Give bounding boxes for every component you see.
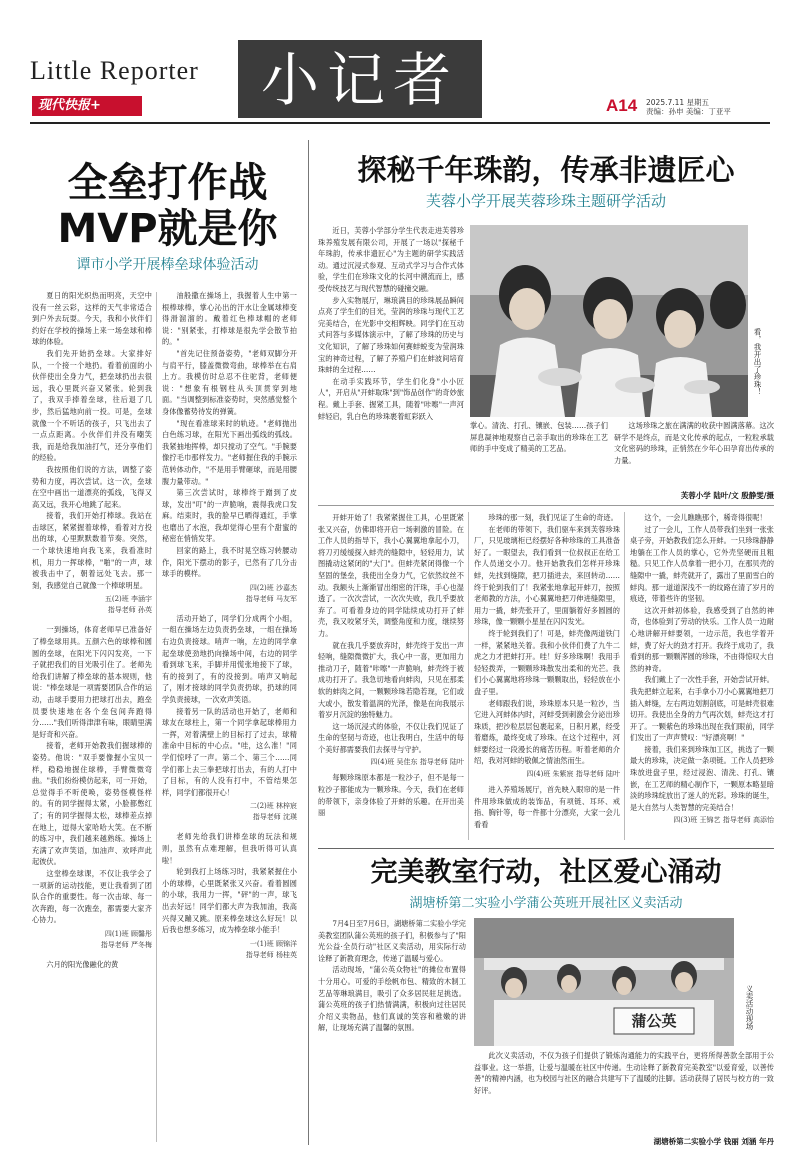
article2-intro-closing [614,420,774,480]
author-byline: 四(1)班 顾馨彤 指导老师 严冬梅 [100,929,152,949]
article3-column-2 [474,1050,774,1136]
paragraph: "现在看准球来时的轨迹。"老师抛出白色练习球，在阳光下画出弧线的弧线。我紧抽地挥棒，却只搅动了空气。"手腕要像拧毛巾那样发力。"老师握住我的手腕示范转体动作，"不是用手臂砸球，而是用腰腹力量带动。" [162,418,297,486]
paragraph: 每颗珍珠原本都是一粒沙子，但不是每一粒沙子都能成为一颗珍珠。今天，我们在老师的带领下，亲身体验了开蚌的乐趣。在开出美丽 [318,773,464,818]
editor-credits: 责编：孙申 美编：丁亚平 [646,107,731,116]
author-byline: 二(2)班 林梓宸 指导老师 沈瑛 [249,802,297,822]
masthead-english-title: Little Reporter [30,56,199,85]
article2-student-column-3 [630,512,774,842]
header-rule [30,122,770,124]
masthead-chinese-title: 小记者 [260,46,459,114]
paragraph: 掌心。清洗、打孔、镶嵌、包装……孩子们屏息凝神地观察自己亲手取出的珍珠在工艺师的手中变成了精美的工艺品。 [470,421,608,454]
paragraph: 进入养殖场展厅，首先映入眼帘的是一件件用珍珠做成的装饰品，有项链、耳环、戒指、胸针等，每一件都十分漂亮，大家一会儿看看 [474,785,620,829]
paragraph: 接着，老师开始教我们握球棒的姿势。他说："双手要像握小宝贝一样，稳稳地握住球棒，手臂微微弯曲。"我们纷纷模仿起来，可一开始，总觉得手不听使唤，姿势怪模怪样的。有的同学握得太紧，小脸都憋红了；有的同学握得太松，球棒差点掉在地上，逗得大家哈哈大笑。在不断的练习中，我们越来越熟练。操场上充满了欢声笑语，加油声、欢呼声此起彼伏。 [32,741,152,867]
paragraph: 接着，我们来到珍珠加工区，挑选了一颗最大的珍珠，决定做一条项链。工作人员把珍珠放进盘子里，经过浸泡、清洗、打孔、镶嵌，在工艺师的精心制作下，一颗原本略显暗淡的珍珠绽放出了迷人的光彩。珍珠的诞生，是大自然与人类智慧的完美结合！ [630,744,774,812]
paragraph: 接着另一队的活动也开始了，老师和球友在球柱上，第一个同学拿起球棒用力一挥，对着满壁上的目标打了过去，球精准命中目标的中心点。"哇，这么准！"同学们惊呼了一声。第二个、第三个……同学们都上去三拳把球打出去，有的人打中了目标，有的人没有打中，不管结果怎样，同学们都很开心！ [162,706,297,797]
charity-sale-photo [474,918,734,1046]
article1-column-2 [162,290,297,1150]
paragraph: 回家的路上，我不时晃空练习转腰动作，阳光下摆动的影子，已然有了几分击球手的模样。 [162,546,297,579]
article1-title-line2: MVP就是你 [57,206,278,252]
paragraph: 7月4日至7月6日，湖塘桥第二实验小学完美教室团队蒲公英班的孩子们，积极参与了"阳光公益·全员行动"社区义卖活动，用实际行动诠释了新教育理念，传递了温暖与爱心。 [318,919,466,963]
author-byline: 四(3)班 王锦艺 指导老师 高添怡 [673,816,774,825]
paragraph: 步入实物展厅，琳琅满目的珍珠展品瞬间点亮了学生们的目光，莹润的珍珠与现代工艺完美结合，在光影中交相辉映。同学们在互动式问答与多媒体演示中，了解了珍珠的历史与文化知识，了解了珍珠如何赛蚌蜕变为莹润珠宝的神奇过程，了解了养殖户们在蚌波间培育珠蚌的全过程…… [318,295,464,375]
article2-intro-column [318,225,464,450]
article2-intro-continued [470,420,608,480]
date-editors [646,98,731,116]
paragraph: 我们先开始扔垒球。大家排好队，一个接一个地扔。看着前面的小伙伴使出全身力气，把垒球扔出去很远，我心里既兴奋又紧张。轮到我了，我双手捧着垒球，往后退了几步，然后猛地向前一投。可是，垒球就像一个不听话的孩子，只飞出去了一点点距离。小伙伴们并没有嘲笑我，而是给我加油打气，还分享他们的经验。 [32,348,152,463]
photo-illustration [474,918,734,1046]
stall-sign: 蒲公英 [631,1012,677,1030]
paragraph: 在老师的带领下，我们驱车来到芙蓉珍珠厂，只见玻璃柜已经摆好各种珍珠的工具准备好了。一眼望去，我们看到一位叔叔正在给工作人员递交小刀。他开始教我们怎样开珍珠蚌，先找到缝隙，把刀插进去，来回转动……终于轮到我们了！我紧张地拿起开蚌刀，按照老师教的方法，小心翼翼地把刀伸进缝隙里，用力一撬，蚌壳张开了，里面躺着好多圆圆的珍珠，像一颗颗小星星在闪闪发光。 [474,524,620,627]
paragraph: 第三次尝试时，球棒终于蹭到了皮球，发出"叮"的一声脆响，震得我虎口发麻。结束时，我的脸早已晒得通红，手掌也磨出了水泡，我却觉得心里有个甜蜜的秘密在悄悄发芽。 [162,488,297,544]
photo-caption: 看，我开出了珍珠！ [753,328,762,396]
photo-credit: 芙蓉小学 陆叶/文 殷静雯/摄 [680,491,774,500]
photo-caption: 义卖活动现场 [745,985,754,1030]
paragraph: 这一场沉浸式的体验，不仅让我们见证了生命的坚韧与奇迹，也让我明白，生活中的每个美好都需要我们去探寻与守护。 [318,721,464,754]
paragraph: 我按照他们说的方法，调整了姿势和力度，再次尝试。这一次，垒球在空中画出一道漂亮的弧线，飞得又高又远，我开心地跳了起来。 [32,464,152,509]
column-divider [468,512,469,840]
paragraph: 终于轮到我们了！可是，蚌壳像两道铁门一样，紧紧地关着。我和小伙伴们费了九牛二虎之力才把蚌打开。哇！好多珍珠啊！我用手轻轻拨弄，一颗颗珍珠散发出柔和的光芒。我们小心翼翼地将珍珠一颗颗取出，轻轻放在小盘子里。 [474,628,620,696]
paragraph: 一到操场，体育老师早已准备好了棒垒球用具。五颜六色的球棒和圆圆的垒球，在阳光下闪闪发亮，一下子就把我们的目光吸引住了。老师先给我们讲解了棒垒球的基本规则，他说："棒垒球是一项需要团队合作的运动，击球手要用力把球打出去，跑垒员要快速地在各个垒包间奔跑得分……"我们听得津津有味，眼睛里满是好奇和兴奋。 [32,625,152,739]
paragraph: 老师跟我们说，珍珠原本只是一粒沙，当它进入河蚌体内时，河蚌受到刺激会分泌出珍珠质，把沙粒层层包裹起来，日积月累，经受着磨炼，最终变成了珍珠。在这个过程中，河蚌要经过一段漫长的痛苦历程。听着老师的介绍，我对河蚌的敬佩之情油然而生。 [474,698,620,766]
paragraph: 就在我几乎要放弃时，蚌壳终于发出一声轻响，缝隙微微扩大，我心中一喜，更加用力推动刀子，随着"咔嚓"一声脆响，蚌壳终于被成功打开了。我急切地看向蚌肉，只见在那柔软的蚌肉之间，一颗颗珍珠若隐若现，它们或大或小，散发着温润的光泽，像是在向我展示着岁月沉淀的独特魅力。 [318,640,464,720]
paragraph: 我们戴上了一次性手套，开始尝试开蚌。我先把蚌立起来，右手拿小刀小心翼翼地把刀插入蚌缝，左右两边划割剖底，可是蚌壳很难切开。我使出全身的力气再次划，蚌壳这才打开了。一颗紫色的珍珠出现在我们眼前，同学们发出了一声声赞叹："好漂亮啊！" [630,675,774,743]
article2-divider [318,505,774,506]
author-byline: 四(4)班 吴佳东 指导老师 陆叶 [370,758,464,767]
column-divider [624,512,625,840]
article1-subtitle: 谭市小学开展棒垒球体验活动 [76,257,259,273]
paragraph: 这堂棒垒球课，不仅让我学会了一项新的运动技能，更让我看到了团队合作的重要性。每一次击球、每一次奔跑，每一次跑垒，都需要大家齐心协力。 [32,868,152,925]
article3-headline: 完美教室行动，社区爱心涌动 [370,857,722,888]
article3-divider [318,848,774,849]
article3-credit: 湖塘桥第二实验小学 钱丽 刘涵 年丹 [653,1137,774,1146]
paragraph: 过了一会儿，工作人员带我们坐到一张张桌子旁，开始教我们怎么开蚌。一只珍珠静静地躺在工作人员的掌心，它外壳坚硬而且粗糙。只见工作人员拿着一把小刀，在那贝壳的缝隙中一撬，蚌壳就开了，露出了里面雪白的蚌肉。那一道道深浅不一的纹路在清了岁月的痕迹，带着些许的坚韧。 [630,524,774,604]
paragraph: 此次义卖活动，不仅为孩子们提供了锻炼沟通能力的实践平台，更将所得善款全部用于公益事业。这一举措，让爱与温暖在社区中传递。生动诠释了新教育完美教室"以爱育爱，以善传善"的精神内涵，也为校园与社区的融合共建写下了温暖的注脚。活动获得了居民与校方的一致好评。 [474,1051,774,1095]
paragraph: 这次开蚌初体验，我感受到了自然的神奇，也体验到了劳动的快乐。工作人员一边耐心地讲解开蚌要领，一边示范，我也学着开蚌，费了好大的劲才打开。我终于成功了，我看到的那一颗颗浑圆的珍珠，不由得惊叹大自然的神奇。 [630,605,774,673]
article2-student-column-2 [474,512,620,842]
paragraph: 近日，芙蓉小学部分学生代表走进芙蓉珍珠养殖发展有限公司，开展了一场以"探秘千年珠韵，传承非遗匠心"为主题的研学实践活动。通过沉浸式参观、互动式学习与合作式体验，学生们在珍珠文化的长河中溯流而上，感受传统技艺与现代智慧的碰撞交融。 [318,226,464,293]
article1-title-line1: 全垒打作战 [67,160,268,206]
paragraph: 珍珠的那一刻，我们见证了生命的奇迹。 [488,513,618,522]
author-byline: 五(2)班 李涵宇 指导老师 孙英 [104,595,152,615]
paragraph: 六月的阳光像融化的黄 [46,959,119,969]
paragraph: 这场珍珠之旅在满满的收获中圆满落幕。这次研学不是终点，而是文化传承的起点，一粒粒承载文化密码的珍珠，正悄然在少年心田孕育出传承的力量。 [614,421,774,465]
brand-logo: 现代快报+ [32,96,142,116]
paragraph: 油般撒在操场上，我握着人生中第一根棒球棒，掌心沁出的汗水让金属球棒变得滑溜溜的。戴着红色棒球帽的老师说："别紧张，打棒球是很先学会散节拍的。" [162,291,297,347]
photo-illustration [470,225,748,417]
article2-subtitle: 芙蓉小学开展芙蓉珍珠主题研学活动 [425,192,666,210]
paragraph: 接着，我们开始打棒球。我站在击球区，紧紧握着球棒，看着对方投出的球，心里默默数着节奏。突然，一个球快速地向我飞来，我看准时机，用力一挥球棒，"啪"的一声，球被我击中了，朝着远处飞去。那一刻，我感觉自己就像一个棒球明星。 [32,511,152,590]
article1-headline [30,160,305,252]
paragraph: 开蚌开始了！我紧紧握住工具，心里既紧张又兴奋，仿佛即将开启一场刺激的冒险。在工作人员的指导下，我小心翼翼地拿起小刀，将刀刃缓缓探入蚌壳的缝隙中，轻轻用力，试图撬动这紧闭的"大门"。但蚌壳紧闭得像一个坚固的堡垒，我使出全身力气，它依然纹丝不动。我额头上渐渐冒出细密的汗珠，手心也湿透了。一次次尝试，一次次失败，我几乎要放弃了。可看着身边的同学陆续成功打开了蚌壳，我又咬紧牙关，调整角度和力度，继续努力。 [318,513,464,638]
article2-student-column-1 [318,512,464,842]
page-number: A14 [606,96,638,115]
paragraph: 老师先给我们讲棒垒球的玩法和规则，虽然有点难理解，但我听得可认真啦！ [162,832,297,865]
paragraph: 这个，一会儿瞧瞧那个，稀奇得很呢！ [644,513,767,522]
author-byline: 一(1)班 顾锦洋 指导老师 杨桂英 [245,939,297,959]
paragraph: 轮到我打上场练习时，我紧紧握住小小的球棒，心里既紧张又兴奋。看着圆圆的小球，我用力一挥，"砰"的一声，球飞出去好远！同学们都大声为我加油，我高兴得又蹦又跳。原来棒垒球这么好玩！以后我也想多练习，成为棒垒球小能手！ [162,867,297,935]
author-byline: 四(4)班 朱紫宸 指导老师 陆叶 [526,770,620,779]
article3-subtitle: 湖塘桥第二实验小学蒲公英班开展社区义卖活动 [409,896,683,911]
paragraph: "首先记住预备姿势，"老师双脚分开与肩平行，膝盖微微弯曲，球棒举在右肩上方。我模仿时总忍不住驼背，老师便说："想象有根钢柱从头顶贯穿到地面。"当调整到标准姿势时，突然感觉整个身体像蓄势待发的弹簧。 [162,348,297,416]
paragraph: 在动手实践环节，学生们化身"小小匠人"，开启从"开蚌取珠"到"饰品创作"的奇妙旅程。戴上手套、握紧工具，随着"咔嚓"一声河蚌轻启，乳白色的珍珠裹着虹彩跃入 [318,376,464,421]
paragraph: 活动开始了，同学们分成两个小组，一组在操场左边负责扔垒球，一组在操场右边负责接球。哨声一响，左边的同学拿起垒球使劲地扔向操场中间，右边的同学看到球飞来，手脚并用慌张地接下了球，有的接到了，有的没接到。哨声又响起了，刚才接球的同学负责扔球，扔球的同学负责接球，一次欢声笑语。 [162,613,297,704]
article1-column-1 [32,290,152,1150]
author-byline: 四(2)班 沙嘉杰 指导老师 马友军 [245,583,297,603]
article3-column-1 [318,918,466,1128]
paragraph: 活动现场，"蒲公英众物社"的摊位布置得十分用心。可爱的手绘帆布包、精致的木制工艺品等琳琅满目，吸引了众多居民驻足挑选。蒲公英班的孩子们热情满满，积极向过往居民介绍义卖物品，他们真诚的笑容和稚嫩的讲解，让现场充满了温馨的氛围。 [318,965,466,1033]
article2-headline: 探秘千年珠韵，传承非遗匠心 [357,153,735,187]
issue-date: 2025.7.11 星期五 [646,98,710,107]
section-divider [308,140,309,1145]
paragraph: 夏日的阳光炽热而明亮，天空中没有一丝云彩，这样的天气非常适合到户外去玩耍。今天，我和小伙伴们约好在学校的操场上来一场垒球和棒球的体验。 [32,291,152,347]
pearl-students-photo [470,225,748,417]
column-divider [156,292,157,1142]
